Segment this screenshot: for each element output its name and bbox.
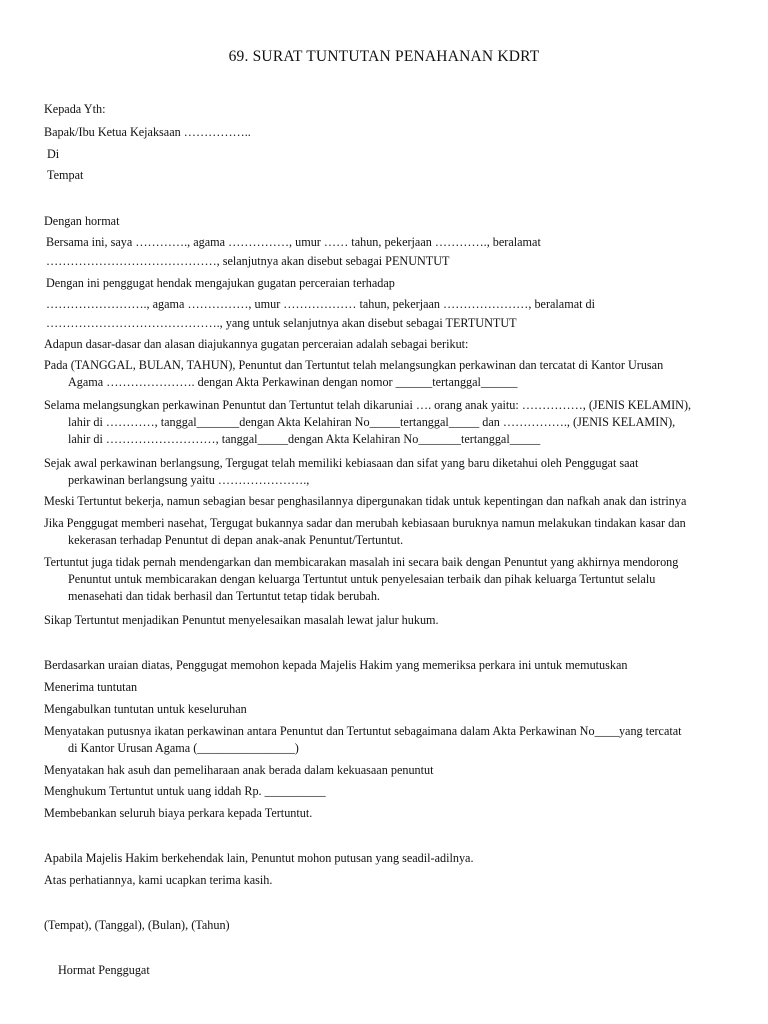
recipient-place: Tempat <box>47 168 84 182</box>
reason-text: Pada (TANGGAL, BULAN, TAHUN), Penuntut dan Tertuntut telah melangsungkan perkawinan dan tercatat di Kantor Urusan <box>44 358 664 372</box>
salutation: Dengan hormat <box>44 214 120 228</box>
grounds-intro: Adapun dasar-dasar dan alasan diajukannya gugatan perceraian adalah sebagai berikut: <box>44 337 469 351</box>
petitum-item <box>44 805 734 822</box>
place-date: (Tempat), (Tanggal), (Bulan), (Tahun) <box>44 918 230 932</box>
thanks: Atas perhatiannya, kami ucapkan terima kasih. <box>44 873 273 887</box>
petitum-intro: Berdasarkan uraian diatas, Penggugat memohon kepada Majelis Hakim yang memeriksa perkara ini untuk memutuskan <box>44 658 628 672</box>
petitum-text-continued: di Kantor Urusan Agama (________________) <box>68 741 299 755</box>
reason-item <box>44 493 734 510</box>
petitum-item <box>44 783 734 800</box>
recipient-office: Bapak/Ibu Ketua Kejaksaan …………….. <box>44 125 251 139</box>
reason-text-continued: Agama …………………. dengan Akta Perkawinan dengan nomor ______tertanggal______ <box>68 375 518 389</box>
reason-item <box>44 455 734 489</box>
reason-text: Meski Tertuntut bekerja, namun sebagian besar penghasilannya dipergunakan tidak untuk kepentingan dan nafkah anak dan istrinya <box>44 494 687 508</box>
reason-item <box>44 612 734 629</box>
petitum-text: Menghukum Tertuntut untuk uang iddah Rp. __________ <box>44 784 326 798</box>
plaintiff-identity-line-1: Bersama ini, saya …………., agama ……………, umur …… tahun, pekerjaan …………., beralamat <box>46 235 541 249</box>
reason-item <box>44 515 734 549</box>
defendant-identity-line-1: ……………………., agama ……………, umur ……………… tahun, pekerjaan …………………, beralamat di <box>46 297 596 311</box>
petitum-text: Membebankan seluruh biaya perkara kepada Tertuntut. <box>44 806 313 820</box>
reason-text-continued: lahir di ………………………, tanggal_____dengan Akta Kelahiran No_______tertanggal_____ <box>68 432 541 446</box>
petitum-item <box>44 679 734 696</box>
petitum-text: Menerima tuntutan <box>44 680 138 694</box>
alternative-request: Apabila Majelis Hakim berkehendak lain, Penuntut mohon putusan yang seadil-adilnya. <box>44 851 474 865</box>
reason-text-continued: Penuntut untuk membicarakan dengan keluarga Tertuntut untuk penyelesaian terbaik dan pihak keluarga Tertuntut selalu <box>68 572 656 586</box>
reason-text: Tertuntut juga tidak pernah mendengarkan dan membicarakan masalah ini secara baik dengan Penuntut yang akhirnya mendorong <box>44 555 679 569</box>
reason-text-continued: kekerasan terhadap Penuntut di depan anak-anak Penuntut/Tertuntut. <box>68 533 404 547</box>
lawsuit-intro: Dengan ini penggugat hendak mengajukan gugatan perceraian terhadap <box>46 276 395 290</box>
recipient-di: Di <box>47 147 60 161</box>
document-title: 69. SURAT TUNTUTAN PENAHANAN KDRT <box>228 48 540 65</box>
reason-text-continued: lahir di …………, tanggal_______dengan Akta Kelahiran No_____tertanggal_____ dan ……………., (JENIS KELAMIN), <box>68 415 676 429</box>
petitum-item <box>44 762 734 779</box>
reason-text: Jika Penggugat memberi nasehat, Tergugat bukannya sadar dan merubah kebiasaan buruknya namun melakukan tindakan kasar dan <box>44 516 686 530</box>
reason-text-continued: menasehati dan tidak berhasil dan Tertuntut tetap tidak berubah. <box>68 589 380 603</box>
reason-item <box>44 554 734 605</box>
reason-text: Selama melangsungkan perkawinan Penuntut dan Tertuntut telah dikaruniai …. orang anak yaitu: ……………, (JENIS KELAMIN), <box>44 398 692 412</box>
defendant-identity-line-2: ……………………………………., yang untuk selanjutnya akan disebut sebagai TERTUNTUT <box>46 316 517 330</box>
reason-text: Sejak awal perkawinan berlangsung, Tergugat telah memiliki kebiasaan dan sifat yang baru diketahui oleh Penggugat saat <box>44 456 639 470</box>
reason-text: Sikap Tertuntut menjadikan Penuntut menyelesaikan masalah lewat jalur hukum. <box>44 613 439 627</box>
plaintiff-identity-line-2: ……………………………………, selanjutnya akan disebut sebagai PENUNTUT <box>46 254 450 268</box>
recipient-greeting: Kepada Yth: <box>44 102 106 116</box>
reason-item <box>44 357 734 391</box>
petitum-item <box>44 723 734 757</box>
reason-item <box>44 397 734 448</box>
reason-text-continued: perkawinan berlangsung yaitu …………………., <box>68 473 310 487</box>
petitum-text: Menyatakan putusnya ikatan perkawinan antara Penuntut dan Tertuntut sebagaimana dalam Akta Perkawinan No____yang tercatat <box>44 724 682 738</box>
petitum-text: Mengabulkan tuntutan untuk keseluruhan <box>44 702 247 716</box>
signature-closing: Hormat Penggugat <box>58 963 150 977</box>
petitum-item <box>44 701 734 718</box>
petitum-text: Menyatakan hak asuh dan pemeliharaan anak berada dalam kekuasaan penuntut <box>44 763 434 777</box>
